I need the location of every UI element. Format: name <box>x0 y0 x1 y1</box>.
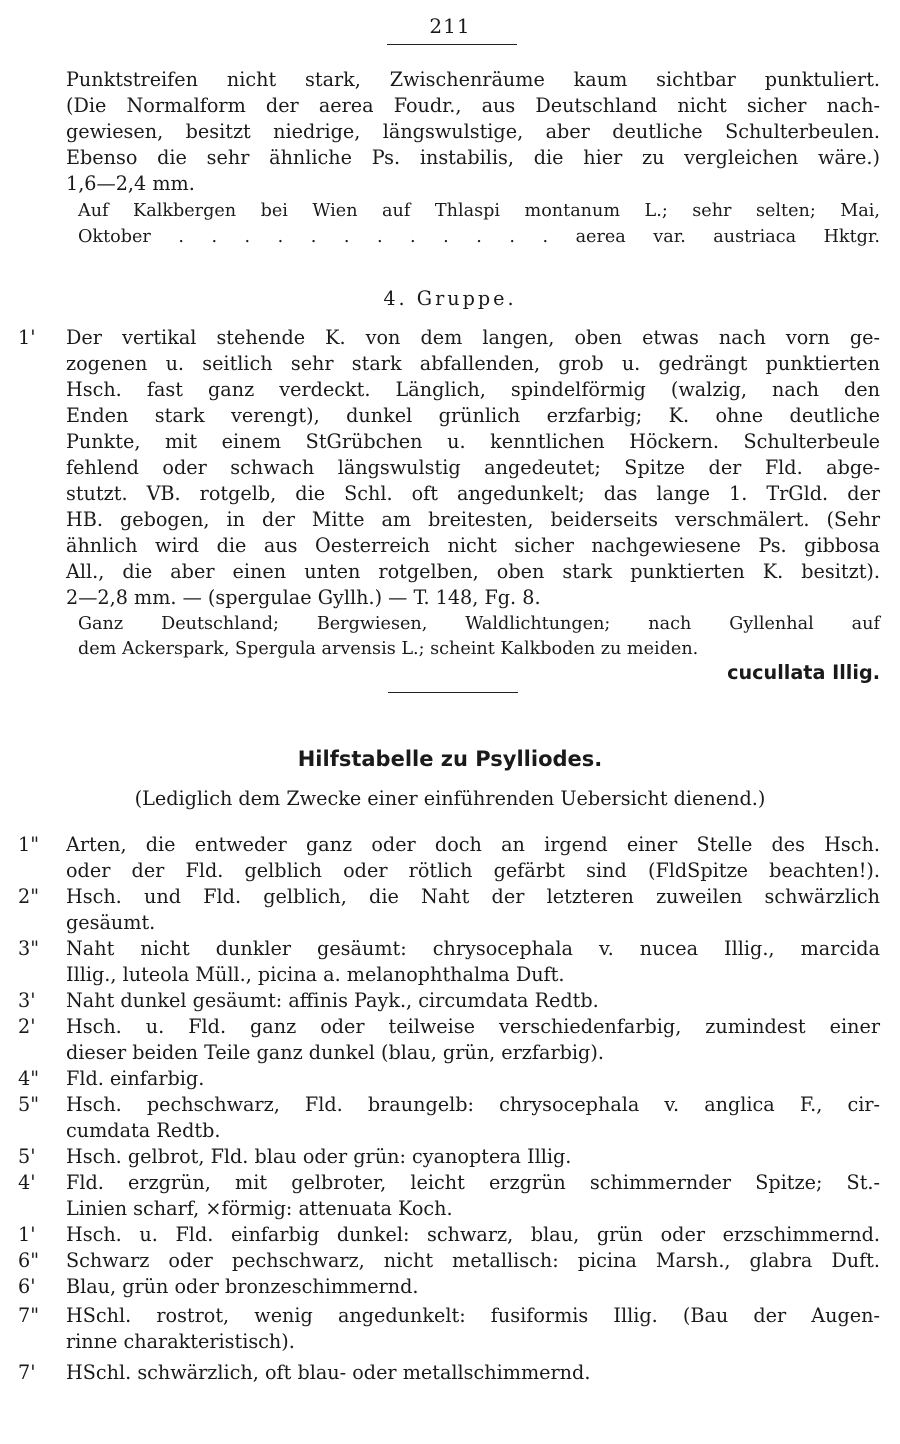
row-num: 3" <box>18 937 40 960</box>
entry-line-6: fehlend oder schwach längswulstig angedeutet; Spitze der Fld. abge- <box>66 456 880 479</box>
row-num: 3' <box>18 989 36 1012</box>
row-num: 7" <box>18 1304 40 1327</box>
entry-line-11: 2—2,8 mm. — (spergulae Gyllh.) — T. 148, Fg. 8. <box>66 586 541 609</box>
row-line: gesäumt. <box>66 911 156 934</box>
entry-line-1: Der vertikal stehende K. von dem langen, oben etwas nach vorn ge- <box>66 326 880 349</box>
row-num: 6" <box>18 1249 40 1272</box>
row-line: Hsch. u. Fld. ganz oder teilweise verschiedenfarbig, zumindest einer <box>66 1015 880 1038</box>
row-line: oder der Fld. gelblich oder rötlich gefärbt sind (FldSpitze beachten!). <box>66 859 880 882</box>
header-rule <box>387 44 517 45</box>
row-num: 2" <box>18 885 40 908</box>
entry-line-10: All., die aber einen unten rotgelben, oben stark punktierten K. besitzt). <box>66 560 880 583</box>
intro-line-1: Punktstreifen nicht stark, Zwischenräume kaum sichtbar punktuliert. <box>66 68 880 91</box>
group-heading: 4. Gruppe. <box>383 287 517 310</box>
row-num: 6' <box>18 1275 36 1298</box>
table-title: Hilfstabelle zu Psylliodes. <box>297 747 603 771</box>
row-num: 1' <box>18 1223 36 1246</box>
entry-line-12: Ganz Deutschland; Bergwiesen, Waldlichtungen; nach Gyllenhal auf <box>78 614 880 634</box>
entry-number: 1' <box>18 326 36 349</box>
entry-line-13: dem Ackerspark, Spergula arvensis L.; scheint Kalkboden zu meiden. <box>78 639 699 659</box>
intro-line-3: gewiesen, besitzt niedrige, längswulstige, aber deutliche Schulterbeulen. <box>66 120 880 143</box>
intro-line-4: Ebenso die sehr ähnliche Ps. instabilis, die hier zu vergleichen wäre.) <box>66 146 880 169</box>
row-num: 4' <box>18 1171 36 1194</box>
row-num: 5" <box>18 1093 40 1116</box>
row-line: Blau, grün oder bronzeschimmernd. <box>66 1275 419 1298</box>
row-num: 1" <box>18 833 40 856</box>
row-line: HSchl. schwärzlich, oft blau- oder metallschimmernd. <box>66 1361 591 1384</box>
entry-line-3: Hsch. fast ganz verdeckt. Länglich, spindelförmig (walzig, nach den <box>66 378 880 401</box>
row-line: Naht dunkel gesäumt: affinis Payk., circumdata Redtb. <box>66 989 599 1012</box>
row-line: Hsch. und Fld. gelblich, die Naht der letzteren zuweilen schwärzlich <box>66 885 880 908</box>
row-num: 5' <box>18 1145 36 1168</box>
row-line: Fld. erzgrün, mit gelbroter, leicht erzgrün schimmernder Spitze; St.- <box>66 1171 880 1194</box>
row-line: rinne charakteristisch). <box>66 1330 295 1353</box>
species-name: cucullata Illig. <box>727 661 880 684</box>
entry-line-9: ähnlich wird die aus Oesterreich nicht sicher nachgewiesene Ps. gibbosa <box>66 534 880 557</box>
entry-line-5: Punkte, mit einem StGrübchen u. kenntlichen Höckern. Schulterbeule <box>66 430 880 453</box>
intro-line-2: (Die Normalform der aerea Foudr., aus Deutschland nicht sicher nach- <box>66 94 880 117</box>
row-line: cumdata Redtb. <box>66 1119 221 1142</box>
row-line: dieser beiden Teile ganz dunkel (blau, grün, erzfarbig). <box>66 1041 604 1064</box>
row-num: 2' <box>18 1015 36 1038</box>
row-line: Schwarz oder pechschwarz, nicht metallisch: picina Marsh., glabra Duft. <box>66 1249 880 1272</box>
intro-line-7: Oktober . . . . . . . . . . . . aerea var. austriaca Hktgr. <box>78 227 880 247</box>
section-rule <box>388 692 518 693</box>
row-line: Illig., luteola Müll., picina a. melanophthalma Duft. <box>66 963 565 986</box>
table-subtitle: (Lediglich dem Zwecke einer einführenden Uebersicht dienend.) <box>134 787 766 810</box>
entry-line-4: Enden stark verengt), dunkel grünlich erzfarbig; K. ohne deutliche <box>66 404 880 427</box>
row-line: Hsch. pechschwarz, Fld. braungelb: chrysocephala v. anglica F., cir- <box>66 1093 880 1116</box>
intro-line-5: 1,6—2,4 mm. <box>66 172 195 195</box>
row-line: Hsch. gelbrot, Fld. blau oder grün: cyanoptera Illig. <box>66 1145 572 1168</box>
page-number: 211 <box>429 14 471 38</box>
row-num: 4" <box>18 1067 40 1090</box>
row-line: Fld. einfarbig. <box>66 1067 205 1090</box>
row-line: Linien scharf, ×förmig: attenuata Koch. <box>66 1197 453 1220</box>
entry-line-8: HB. gebogen, in der Mitte am breitesten, beiderseits verschmälert. (Sehr <box>66 508 880 531</box>
entry-line-2: zogenen u. seitlich sehr stark abfallenden, grob u. gedrängt punktierten <box>66 352 880 375</box>
entry-line-7: stutzt. VB. rotgelb, die Schl. oft angedunkelt; das lange 1. TrGld. der <box>66 482 880 505</box>
row-num: 7' <box>18 1361 36 1384</box>
row-line: HSchl. rostrot, wenig angedunkelt: fusiformis Illig. (Bau der Augen- <box>66 1304 880 1327</box>
row-line: Arten, die entweder ganz oder doch an irgend einer Stelle des Hsch. <box>66 833 880 856</box>
row-line: Naht nicht dunkler gesäumt: chrysocephala v. nucea Illig., marcida <box>66 937 880 960</box>
row-line: Hsch. u. Fld. einfarbig dunkel: schwarz, blau, grün oder erzschimmernd. <box>66 1223 880 1246</box>
intro-line-6: Auf Kalkbergen bei Wien auf Thlaspi montanum L.; sehr selten; Mai, <box>78 201 880 221</box>
